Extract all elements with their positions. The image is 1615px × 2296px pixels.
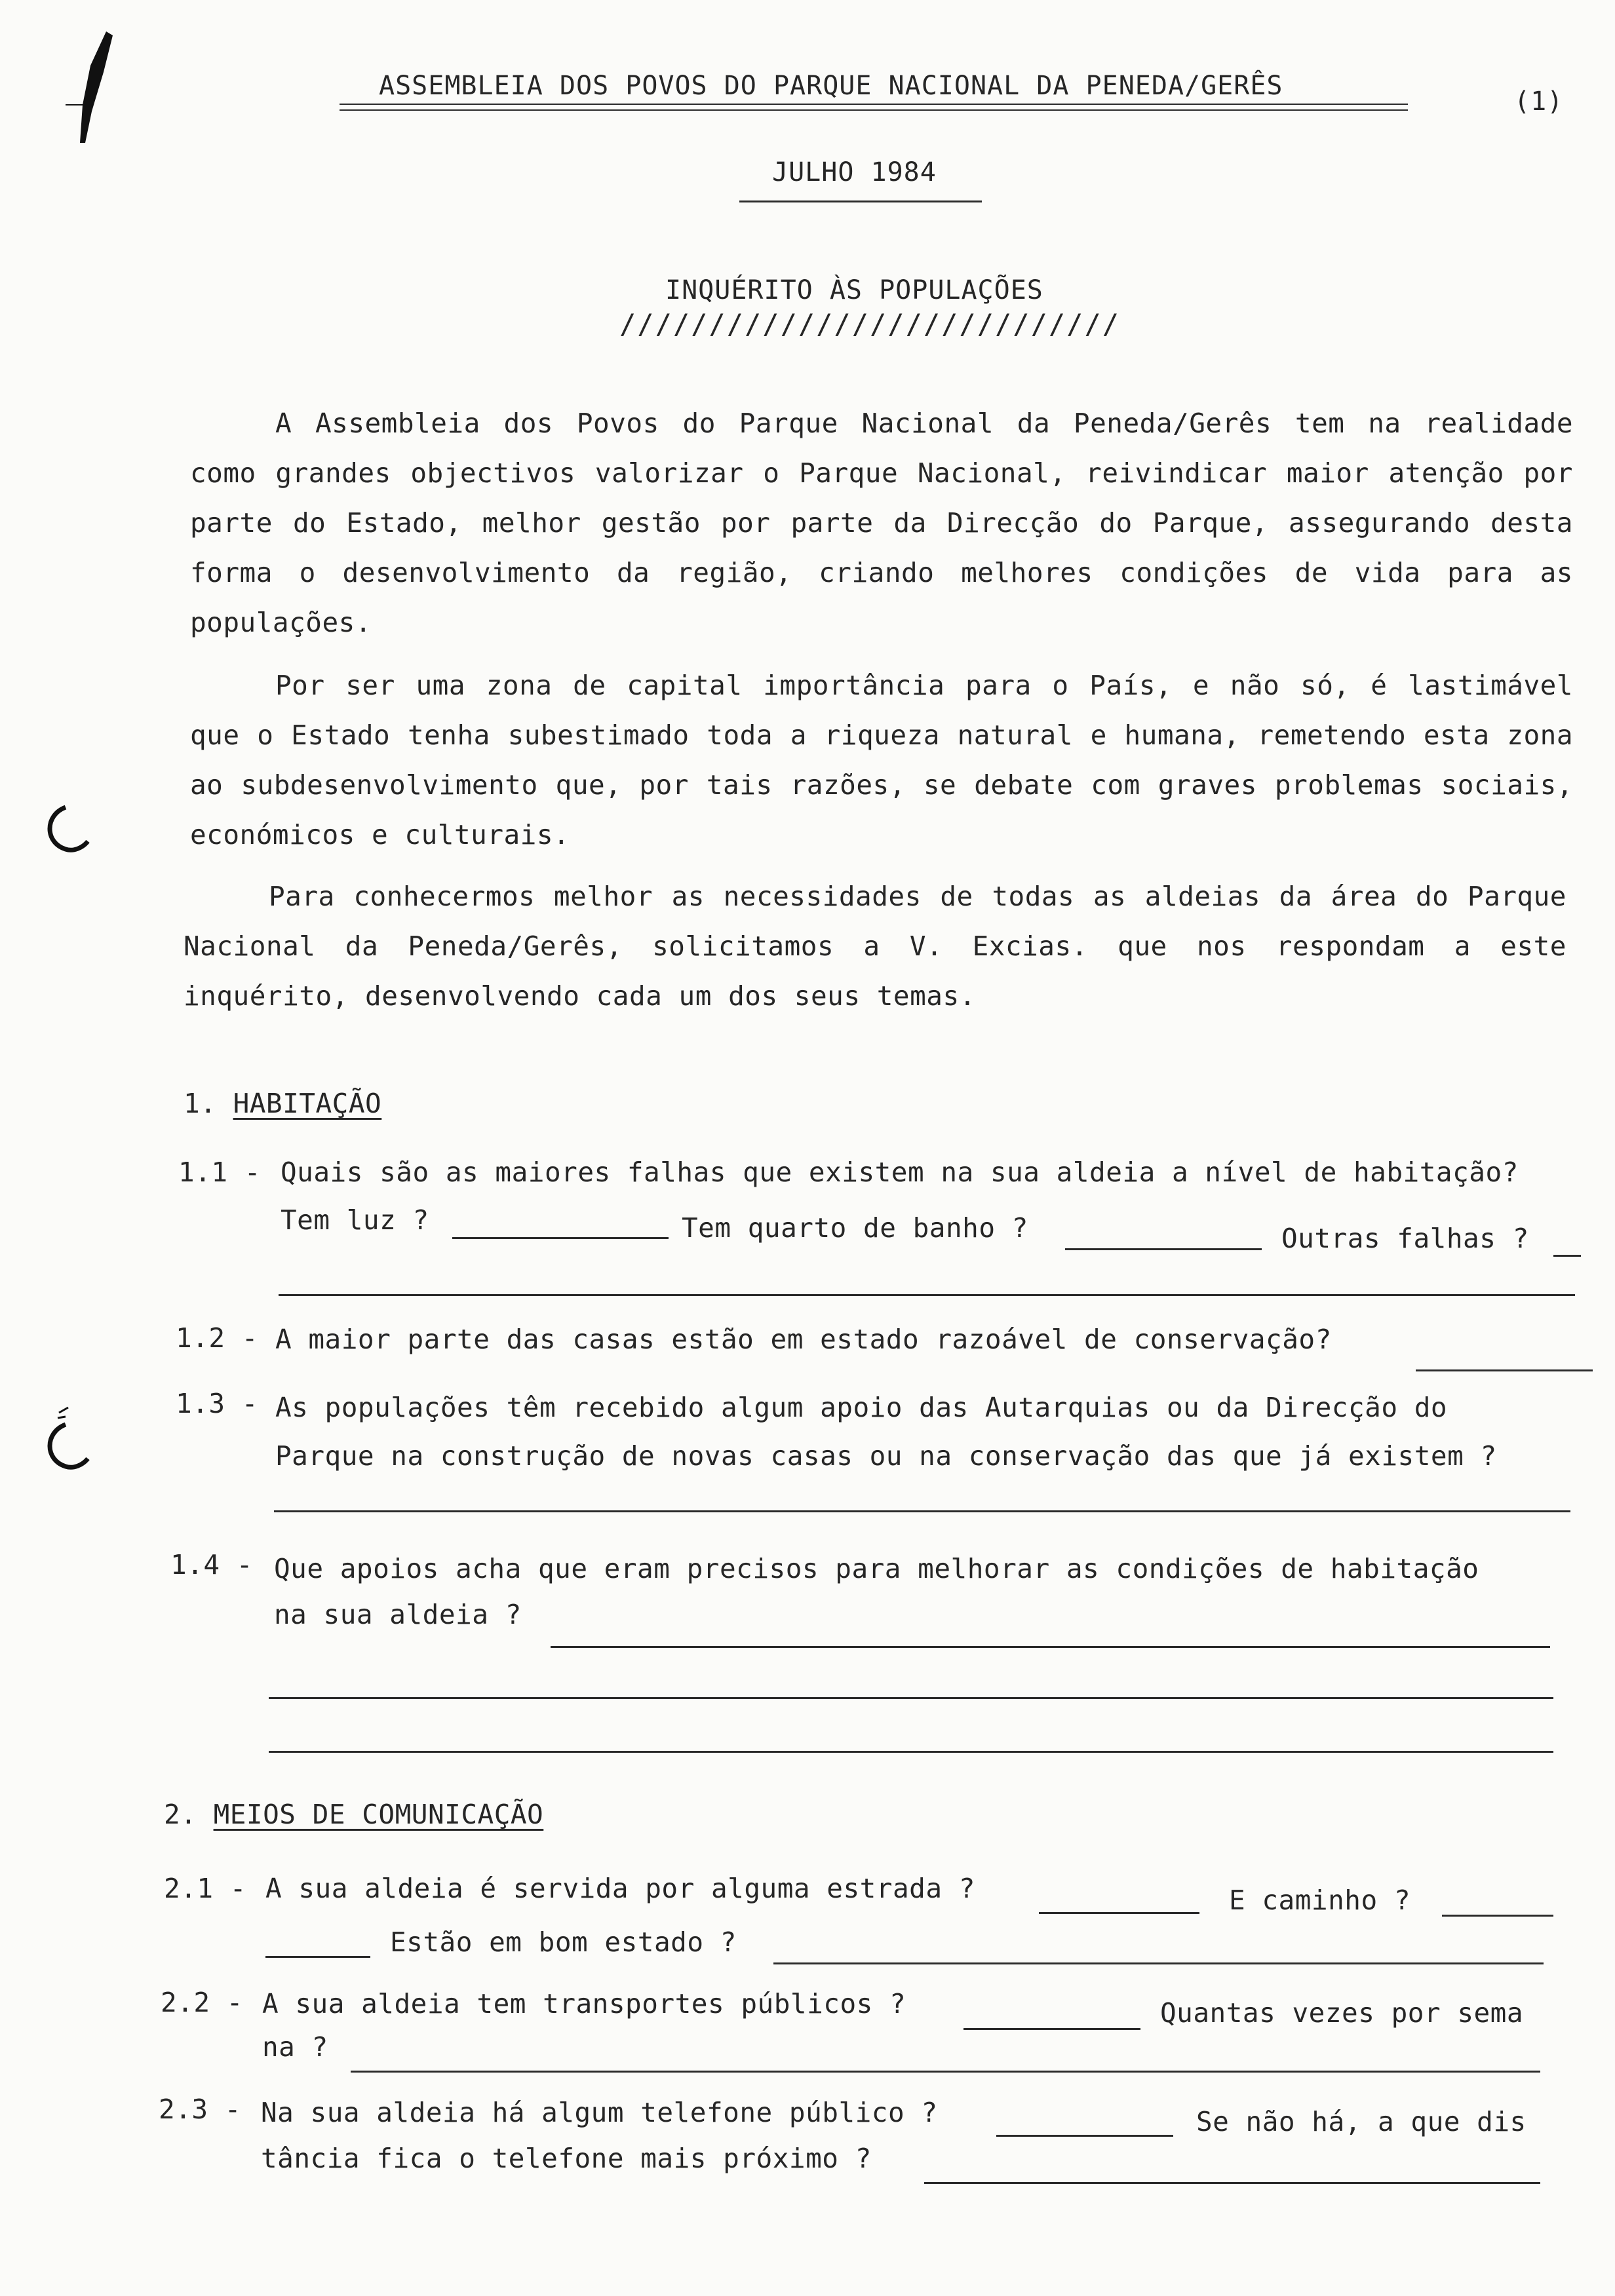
question-2-3-distance-label: Se não há, a que dis xyxy=(1196,2106,1527,2137)
answer-line-2-3[interactable] xyxy=(924,2182,1540,2184)
answer-line-light[interactable] xyxy=(452,1237,669,1239)
question-2-3-distance-cont: tância fica o telefone mais próximo ? xyxy=(261,2143,872,2174)
answer-line-1-1[interactable] xyxy=(279,1294,1575,1296)
question-1-2-text: A maior parte das casas estão em estado razoável de conservação? xyxy=(275,1324,1332,1355)
answer-line-2-1[interactable] xyxy=(773,1962,1544,1964)
question-1-3-number: 1.3 - xyxy=(176,1388,258,1419)
question-1-4-line-1: Que apoios acha que eram precisos para melhorar as condições de habitação xyxy=(274,1553,1479,1584)
punch-hole-mark xyxy=(39,799,98,858)
question-2-2-freq-label: Quantas vezes por sema xyxy=(1160,1997,1524,2029)
answer-line-1-4c[interactable] xyxy=(269,1751,1553,1753)
answer-line-path[interactable] xyxy=(1442,1915,1553,1917)
question-2-3-text: Na sua aldeia há algum telefone público ? xyxy=(261,2097,938,2128)
answer-line-other-inline[interactable] xyxy=(1553,1255,1581,1257)
question-1-1-text: Quais são as maiores falhas que existem na sua aldeia a nível de habitação? xyxy=(281,1157,1519,1188)
document-subtitle: INQUÉRITO ÀS POPULAÇÕES xyxy=(665,275,1043,305)
answer-line-phone[interactable] xyxy=(996,2135,1173,2137)
answer-line-1-4a[interactable] xyxy=(551,1646,1550,1648)
answer-line-2-2[interactable] xyxy=(351,2071,1540,2073)
section-2-heading: 2. MEIOS DE COMUNICAÇÃO xyxy=(164,1799,544,1830)
answer-line-road[interactable] xyxy=(1039,1912,1199,1914)
question-2-3-number: 2.3 - xyxy=(159,2094,241,2125)
question-1-4-line-2: na sua aldeia ? xyxy=(274,1599,522,1630)
document-title: ASSEMBLEIA DOS POVOS DO PARQUE NACIONAL DA PENEDA/GERÊS xyxy=(379,71,1283,101)
question-2-1-text: A sua aldeia é servida por alguma estrada ? xyxy=(265,1873,975,1904)
answer-line-1-2[interactable] xyxy=(1416,1369,1593,1371)
date-underline xyxy=(739,201,982,202)
punch-hole-mark xyxy=(39,1402,98,1474)
question-1-1-light-label: Tem luz ? xyxy=(281,1204,429,1236)
question-2-2-number: 2.2 - xyxy=(161,1987,243,2018)
section-1-heading: 1. HABITAÇÃO xyxy=(184,1088,382,1119)
question-1-3-line-2: Parque na construção de novas casas ou na conservação das que já existem ? xyxy=(275,1440,1497,1472)
question-2-1-path-label: E caminho ? xyxy=(1229,1885,1411,1916)
question-1-1-bath-label: Tem quarto de banho ? xyxy=(682,1212,1028,1244)
question-1-2-number: 1.2 - xyxy=(176,1322,258,1354)
title-double-rule-top xyxy=(340,104,1408,105)
answer-line-1-4b[interactable] xyxy=(269,1697,1553,1699)
answer-line-1-3[interactable] xyxy=(274,1510,1570,1512)
question-2-1-state-label: Estão em bom estado ? xyxy=(390,1926,737,1958)
answer-line-path-cont[interactable] xyxy=(265,1956,370,1958)
question-1-1-other-label: Outras falhas ? xyxy=(1281,1223,1529,1254)
question-2-1-number: 2.1 - xyxy=(164,1873,246,1904)
title-double-rule-bottom xyxy=(340,109,1408,111)
answer-line-bath[interactable] xyxy=(1065,1248,1262,1250)
section-2-title-text: MEIOS DE COMUNICAÇÃO xyxy=(213,1799,544,1830)
section-1-title-text: HABITAÇÃO xyxy=(233,1088,382,1119)
document-date: JULHO 1984 xyxy=(772,157,937,187)
question-1-4-number: 1.4 - xyxy=(170,1549,253,1580)
intro-paragraph-2: Por ser uma zona de capital importância para o País, e não só, é lastimável que o Estado tenha subestimado toda a riqueza natural e humana, remetendo esta zona ao subdesenvolvimento que, por tais razões, se debate com graves problemas sociais, económicos e culturais. xyxy=(190,670,1573,851)
question-1-3-line-1: As populações têm recebido algum apoio das Autarquias ou da Direcção do xyxy=(275,1392,1448,1423)
intro-paragraph-1: A Assembleia dos Povos do Parque Nacional da Peneda/Gerês tem na realidade como grandes objectivos valorizar o Parque Nacional, reivindicar maior atenção por parte do Estado, melhor gestão por parte da Direcção do Parque, assegurando desta forma o desenvolvimento da região, criando melhores condições de vida para as populações. xyxy=(190,408,1573,638)
answer-line-transport[interactable] xyxy=(963,2028,1140,2030)
question-2-2-freq-cont: na ? xyxy=(262,2031,328,2063)
ink-stroke-mark xyxy=(39,26,118,151)
question-1-1-number: 1.1 - xyxy=(178,1157,261,1188)
intro-paragraph-3: Para conhecermos melhor as necessidades de todas as aldeias da área do Parque Nacional da Peneda/Gerês, solicitamos a V. Excias. que nos respondam a este inquérito, desenvolvendo cada um dos seus temas. xyxy=(184,881,1566,1012)
question-2-2-text: A sua aldeia tem transportes públicos ? xyxy=(262,1988,906,2019)
subtitle-slash-rule: //////////////////////////// xyxy=(619,308,1121,340)
page-number: (1) xyxy=(1514,86,1564,117)
